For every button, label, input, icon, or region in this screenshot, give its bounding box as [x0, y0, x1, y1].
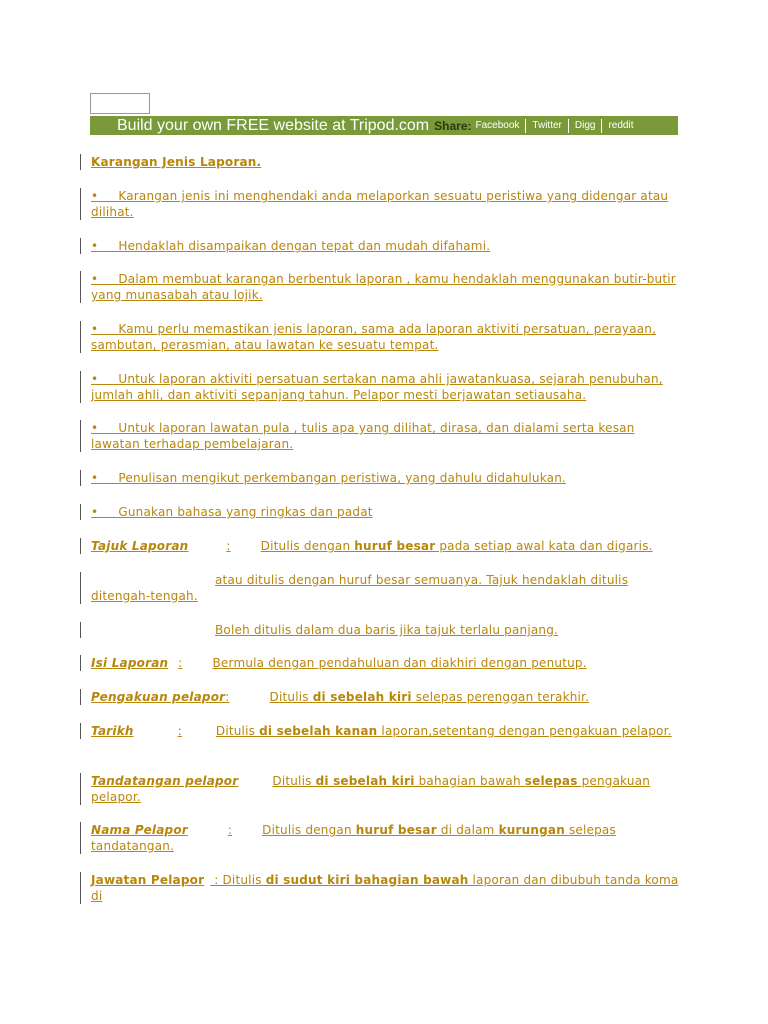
nama-bold-2: kurungan: [498, 823, 565, 837]
tajuk-continuation-2: [80, 622, 680, 638]
tarikh-text-2: laporan,setentang dengan pengakuan pelapor.: [377, 724, 672, 738]
bullet-text: Untuk laporan aktiviti persatuan sertakan nama ahli jawatankuasa, sejarah penubuhan, jumlah ahli, dan aktiviti sepanjang tahun. Pelapor mesti berjawatan setiausaha.: [91, 372, 663, 402]
pengakuan-text-1: Ditulis: [269, 690, 313, 704]
bullet-item: [80, 238, 680, 254]
nama-bold-1: huruf besar: [355, 823, 437, 837]
bullet-icon: •: [91, 239, 99, 253]
bullet-item: [80, 371, 680, 403]
nama-label: Nama Pelapor: [91, 823, 188, 837]
pengakuan-label: Pengakuan pelapor: [91, 690, 226, 704]
nama-colon: :: [227, 823, 233, 837]
tandatangan-text-2: bahagian bawah: [414, 774, 525, 788]
divider: [601, 119, 602, 133]
bullet-text: Penulisan mengikut perkembangan peristiwa, yang dahulu didahulukan.: [118, 471, 567, 485]
bullet-icon: •: [91, 189, 99, 203]
tajuk-text-1: Ditulis dengan: [260, 539, 355, 553]
tajuk-cont-2-text: Boleh ditulis dalam dua baris jika tajuk terlalu panjang.: [215, 623, 559, 637]
nama-text-1: Ditulis dengan: [262, 823, 356, 837]
tandatangan-bold-2: selepas: [524, 774, 578, 788]
tripod-banner[interactable]: [90, 116, 678, 135]
bullet-item: [80, 321, 680, 353]
bullet-icon: •: [91, 505, 99, 519]
tajuk-bold-1: huruf besar: [354, 539, 436, 553]
pengakuan-bold-1: di sebelah kiri: [312, 690, 412, 704]
bullet-icon: •: [91, 421, 99, 435]
isi-laporan-line: [80, 655, 680, 671]
bullet-text: Hendaklah disampaikan dengan tepat dan mudah difahami.: [118, 239, 491, 253]
jawatan-text-1: : Ditulis: [210, 873, 266, 887]
jawatan-bold-1: di sudut kiri bahagian bawah: [265, 873, 469, 887]
small-input-box[interactable]: [90, 93, 150, 114]
bullet-item: [80, 188, 680, 220]
build-website-link[interactable]: Build your own FREE website at Tripod.com: [117, 116, 430, 134]
doc-title: [80, 154, 680, 170]
tandatangan-bold-1: di sebelah kiri: [315, 774, 415, 788]
nama-pelapor-line: [80, 822, 680, 854]
jawatan-pelapor-line: [80, 872, 680, 904]
tandatangan-text-3: pengakuan pelapor.: [91, 774, 651, 804]
bullet-item: [80, 271, 680, 303]
jawatan-text-2: laporan dan dibubuh tanda koma di: [91, 873, 679, 903]
tandatangan-text-1: Ditulis: [272, 774, 316, 788]
doc-title-text: Karangan Jenis Laporan.: [91, 155, 262, 169]
tajuk-text-2: pada setiap awal kata dan digaris.: [435, 539, 653, 553]
bullet-icon: •: [91, 471, 99, 485]
bullet-text: Dalam membuat karangan berbentuk laporan , kamu hendaklah menggunakan butir-butir yang munasabah atau lojik.: [91, 272, 676, 302]
tarikh-colon: :: [177, 724, 182, 738]
tajuk-label: Tajuk Laporan: [91, 539, 189, 553]
bullet-text: Karangan jenis ini menghendaki anda melaporkan sesuatu peristiwa yang didengar atau dilihat.: [91, 189, 669, 219]
tandatangan-pelapor-line: [80, 773, 680, 805]
tajuk-continuation-1: [80, 572, 680, 604]
tajuk-laporan-line: [80, 538, 680, 554]
bullet-text: Untuk laporan lawatan pula , tulis apa yang dilihat, dirasa, dan dialami serta kesan lawatan terhadap pembelajaran.: [91, 421, 635, 451]
tarikh-line: [80, 723, 680, 739]
bullet-text: Gunakan bahasa yang ringkas dan padat: [118, 505, 373, 519]
divider: [568, 119, 569, 133]
pengakuan-text-2: selepas perenggan terakhir.: [411, 690, 590, 704]
share-reddit-link[interactable]: reddit: [608, 120, 634, 131]
pengakuan-pelapor-line: [80, 689, 680, 705]
share-label: Share:: [434, 118, 472, 133]
nama-text-2: di dalam: [436, 823, 499, 837]
share-digg-link[interactable]: Digg: [574, 120, 596, 131]
tarikh-bold-1: di sebelah kanan: [259, 724, 378, 738]
isi-colon: :: [178, 656, 183, 670]
jawatan-label: Jawatan Pelapor: [91, 873, 205, 887]
tarikh-label: Tarikh: [91, 724, 134, 738]
tajuk-colon: :: [226, 539, 231, 553]
nama-text-3: selepas tandatangan.: [91, 823, 616, 853]
divider: [525, 119, 526, 133]
tarikh-text-1: Ditulis: [215, 724, 260, 738]
isi-label: Isi Laporan: [91, 656, 169, 670]
bullet-icon: •: [91, 372, 99, 386]
bullet-text: Kamu perlu memastikan jenis laporan, sama ada laporan aktiviti persatuan, perayaan, sambutan, perasmian, atau lawatan ke sesuatu tempat.: [91, 322, 657, 352]
share-facebook-link[interactable]: Facebook: [475, 120, 520, 131]
bullet-icon: •: [91, 322, 99, 336]
tandatangan-label: Tandatangan pelapor: [91, 774, 239, 788]
bullet-item: [80, 504, 680, 520]
bullet-icon: •: [91, 272, 99, 286]
tajuk-cont-1-text: atau ditulis dengan huruf besar semuanya. Tajuk hendaklah ditulis ditengah-tengah.: [91, 573, 629, 603]
share-twitter-link[interactable]: Twitter: [532, 120, 562, 131]
isi-text-1: Bermula dengan pendahuluan dan diakhiri dengan penutup.: [212, 656, 587, 670]
pengakuan-colon: :: [225, 690, 230, 704]
bullet-item: [80, 470, 680, 486]
bullet-item: [80, 420, 680, 452]
